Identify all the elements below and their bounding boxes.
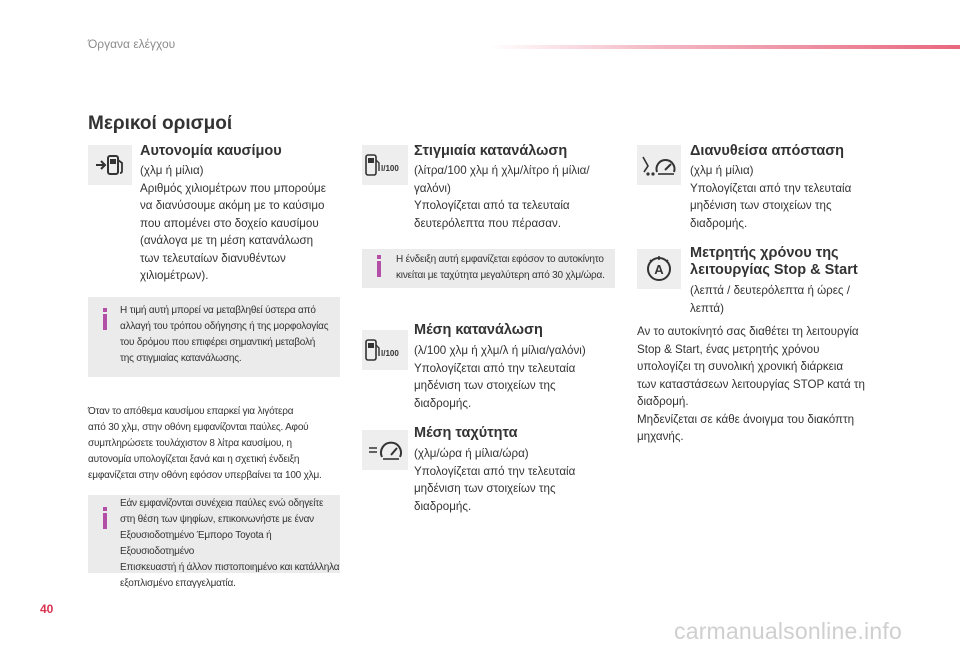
instant-consumption-icon [362, 145, 408, 185]
average-consumption-text: (λ/100 χλμ ή χλμ/λ ή μίλια/γαλόνι) Υπολογίζεται από την τελευταία μηδένιση των στοιχείων της διαδρομής. [414, 344, 586, 410]
stop-start-icon [637, 249, 681, 289]
stop-start-units: (λεπτά / δευτερόλεπτα ή ώρες / λεπτά) [690, 284, 850, 315]
svg-text:A: A [654, 262, 664, 277]
info-icon-bar [103, 314, 107, 330]
stop-start-title: Μετρητής χρόνου της λειτουργίας Stop & Start [690, 245, 858, 278]
page-number: 40 [40, 602, 54, 616]
header-divider [490, 45, 960, 49]
info-icon-bar [377, 261, 381, 277]
average-speed-icon [362, 430, 408, 470]
autonomy-title: Αυτονομία καυσίμου [140, 143, 282, 159]
distance-title: Διανυθείσα απόσταση [690, 143, 845, 159]
info-icon [103, 507, 107, 511]
info-note-dashes: Εάν εμφανίζονται συνέχεια παύλες ενώ οδηγείτε στη θέση των ψηφίων, επικοινωνήστε με έναν Εξουσιοδοτημένο Έμπορο Toyota ή Εξουσιοδοτημένο Επισκευαστή ή άλλον πιστοποιημένο και κατάλληλα εξοπλισμένο επαγγελματία. [88, 495, 340, 573]
average-speed-title: Μέση ταχύτητα [414, 425, 518, 441]
svg-text:l/100: l/100 [381, 349, 399, 358]
info-icon [103, 308, 107, 312]
distance-travelled-icon [637, 145, 681, 185]
watermark: carmanualsonline.info [674, 618, 902, 644]
info-icon-bar [103, 513, 107, 529]
info-note-speed: Η ένδειξη αυτή εμφανίζεται εφόσον το αυτοκίνητο κινείται με ταχύτητα μεγαλύτερη από 30 χλμ/ώρα. [362, 249, 615, 288]
header-title: Όργανα ελέγχου [88, 37, 176, 51]
section-title: Μερικοί ορισμοί [88, 113, 233, 134]
fuel-range-icon [88, 145, 132, 185]
average-speed-text: (χλμ/ώρα ή μίλια/ώρα) Υπολογίζεται από την τελευταία μηδένιση των στοιχείων της διαδρομής. [414, 447, 576, 513]
instant-text: (λίτρα/100 χλμ ή χλμ/λίτρο ή μίλια/ γαλόνι) Υπολογίζεται από τα τελευταία δευτερόλεπτα που πέρασαν. [414, 164, 590, 230]
average-consumption-title: Μέση κατανάλωση [414, 322, 543, 338]
svg-text:l/100: l/100 [381, 164, 399, 173]
info-note-consumption: Η τιμή αυτή μπορεί να μεταβληθεί ύστερα από αλλαγή του τρόπου οδήγησης ή της μορφολογίας του δρόμου που επιφέρει σημαντική μεταβολή της στιγμιαίας κατανάλωσης. [88, 297, 340, 377]
autonomy-text: (χλμ ή μίλια) Αριθμός χιλιομέτρων που μπορούμε να διανύσουμε ακόμη με το καύσιμο που απομένει στο δοχείο καυσίμου (ανάλογα με τη μέση κατανάλωση των τελευταίων διανυθέντων χιλιομέτρων). [140, 164, 326, 282]
low-fuel-text: Όταν το απόθεμα καυσίμου επαρκεί για λιγότερα από 30 χλμ, στην οθόνη εμφανίζονται παύλες. Αφού συμπληρώσετε τουλάχιστον 8 λίτρα καυσίμου, η αυτονομία υπολογίζεται ξανά και η σχετική ένδειξη εμφανίζεται στην οθόνη εφόσον υπερβαίνει τα 100 χλμ. [88, 406, 322, 481]
stop-start-text: Αν το αυτοκίνητό σας διαθέτει τη λειτουργία Stop & Start, ένας μετρητής χρόνου υπολογίζει τη συνολική χρονική διάρκεια των καταστάσεων λειτουργίας STOP κατά τη διαδρομή. Μηδενίζεται σε κάθε άνοιγμα του διακόπτη μηχανής. [637, 325, 865, 443]
instant-title: Στιγμιαία κατανάλωση [414, 143, 568, 159]
distance-text: (χλμ ή μίλια) Υπολογίζεται από την τελευταία μηδένιση των στοιχείων της διαδρομής. [690, 164, 852, 230]
average-consumption-icon [362, 330, 408, 370]
info-icon [377, 255, 381, 259]
